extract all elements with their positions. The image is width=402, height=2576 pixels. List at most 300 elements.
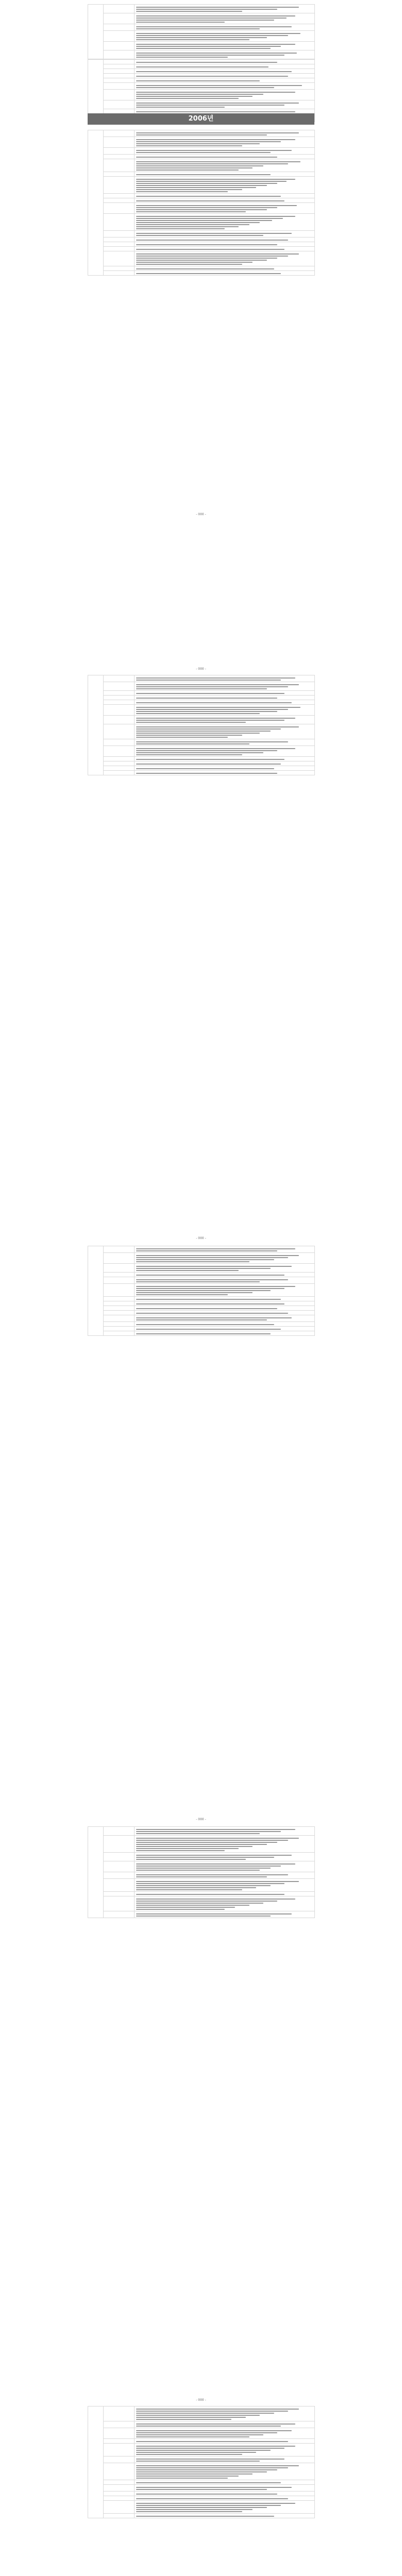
event-text-line (136, 2511, 313, 2512)
date-cell (104, 2406, 135, 2421)
event-cell (135, 74, 315, 78)
event-text-line (136, 713, 313, 714)
event-text-line (136, 2516, 313, 2517)
event-text-line (136, 2448, 313, 2449)
timeline-row (88, 675, 315, 682)
event-cell (135, 172, 315, 177)
event-text-line (136, 2469, 313, 2470)
timeline-row (88, 691, 315, 696)
event-cell (135, 1879, 315, 1892)
event-cell (135, 1836, 315, 1853)
timeline-row (88, 1273, 315, 1277)
date-cell (104, 194, 135, 198)
event-text-line (136, 2461, 313, 2462)
event-text-line (136, 11, 313, 12)
event-text-line (136, 262, 313, 263)
date-cell (104, 2428, 135, 2439)
event-text-line (136, 726, 313, 727)
timeline-row (88, 2485, 315, 2492)
event-cell (135, 2406, 315, 2421)
event-text-line (136, 702, 313, 703)
date-cell (104, 64, 135, 69)
date-cell (104, 1246, 135, 1253)
timeline-row (88, 2439, 315, 2444)
event-cell (135, 700, 315, 705)
date-cell (104, 242, 135, 247)
date-cell (104, 2421, 135, 2428)
event-text-line (136, 240, 313, 241)
event-cell (135, 696, 315, 700)
date-cell (104, 13, 135, 24)
event-cell (135, 2463, 315, 2480)
timeline-table (88, 130, 315, 276)
timeline-row (88, 148, 315, 155)
event-cell (135, 177, 315, 194)
timeline-row (88, 251, 315, 266)
event-text-line (136, 170, 313, 171)
event-cell (135, 50, 315, 59)
timeline-row (88, 1264, 315, 1273)
event-cell (135, 2485, 315, 2492)
event-text-line (136, 1279, 313, 1280)
timeline-row (88, 1246, 315, 1253)
event-text-line (136, 1333, 313, 1334)
event-cell (135, 757, 315, 761)
date-cell (104, 1327, 135, 1331)
event-text-line (136, 179, 313, 180)
year-cell (88, 2406, 104, 2518)
date-cell (104, 1277, 135, 1284)
event-text-line (136, 216, 313, 217)
timeline-row (88, 137, 315, 148)
date-cell (104, 148, 135, 155)
timeline-row (88, 2444, 315, 2456)
timeline-row (88, 1297, 315, 1301)
timeline-row (88, 50, 315, 59)
date-cell (104, 1836, 135, 1853)
event-cell (135, 2480, 315, 2485)
event-text-line (136, 2415, 313, 2416)
event-text-line (136, 1268, 313, 1269)
event-text-line (136, 44, 313, 45)
timeline-row (88, 1872, 315, 1879)
date-cell (104, 159, 135, 172)
year-cell (88, 5, 104, 59)
event-text-line (136, 1317, 313, 1318)
event-text-line (136, 2503, 313, 2504)
event-text-line (136, 2417, 313, 2418)
timeline-row (88, 64, 315, 69)
event-text-line (136, 1913, 313, 1914)
timeline-row (88, 739, 315, 746)
event-text-line (136, 1850, 313, 1851)
event-text-line (136, 26, 313, 27)
timeline-table (88, 675, 315, 775)
date-cell (104, 761, 135, 766)
date-cell (104, 198, 135, 203)
event-text-line (136, 1874, 313, 1875)
timeline-page (88, 4, 314, 122)
timeline-row (88, 266, 315, 271)
event-text-line (136, 1859, 313, 1860)
date-cell (104, 247, 135, 251)
event-text-line (136, 1329, 313, 1330)
event-text-line (136, 2498, 313, 2499)
event-text-line (136, 1848, 313, 1849)
timeline-row (88, 247, 315, 251)
date-cell (104, 2456, 135, 2463)
event-text-line (136, 249, 313, 250)
event-text-line (136, 1261, 313, 1262)
event-text-line (136, 1294, 313, 1295)
timeline-row (88, 203, 315, 214)
event-text-line (136, 66, 313, 67)
event-text-line (136, 209, 313, 210)
timeline-row (88, 682, 315, 691)
event-text-line (136, 94, 313, 95)
timeline-row (88, 696, 315, 700)
event-text-line (136, 163, 313, 164)
date-cell (104, 2439, 135, 2444)
event-text-line (136, 2489, 313, 2490)
event-cell (135, 148, 315, 155)
event-cell (135, 1896, 315, 1911)
event-cell (135, 682, 315, 691)
year-cell (88, 130, 104, 276)
date-cell (104, 238, 135, 242)
year-cell (88, 1827, 104, 1918)
event-text-line (136, 686, 313, 687)
event-text-line (136, 157, 313, 158)
date-cell (104, 90, 135, 100)
date-cell (104, 2496, 135, 2501)
date-cell (104, 203, 135, 214)
event-text-line (136, 1883, 313, 1884)
timeline-row (88, 2492, 315, 2496)
event-cell (135, 739, 315, 746)
date-cell (104, 716, 135, 724)
date-cell (104, 2514, 135, 2518)
date-cell (104, 2485, 135, 2492)
event-text-line (136, 2446, 313, 2447)
event-text-line (136, 1266, 313, 1267)
event-text-line (136, 165, 313, 166)
date-cell (104, 1331, 135, 1336)
event-cell (135, 242, 315, 247)
event-cell (135, 2456, 315, 2463)
event-text-line (136, 2494, 313, 2495)
event-cell (135, 1264, 315, 1273)
event-text-line (136, 759, 313, 760)
event-text-line (136, 2413, 313, 2414)
event-text-line (136, 220, 313, 221)
date-cell (104, 700, 135, 705)
event-cell (135, 705, 315, 716)
date-cell (104, 1264, 135, 1273)
event-text-line (136, 187, 313, 188)
event-cell (135, 1311, 315, 1315)
event-cell (135, 198, 315, 203)
date-cell (104, 675, 135, 682)
event-text-line (136, 253, 313, 255)
date-cell (104, 766, 135, 771)
date-cell (104, 100, 135, 109)
event-cell (135, 1861, 315, 1872)
date-cell (104, 271, 135, 276)
event-text-line (136, 35, 313, 36)
date-cell (104, 172, 135, 177)
event-cell (135, 1872, 315, 1879)
timeline-table (88, 2406, 315, 2518)
event-cell (135, 159, 315, 172)
timeline-row (88, 5, 315, 13)
event-text-line (136, 174, 313, 175)
date-cell (104, 251, 135, 266)
timeline-row (88, 1277, 315, 1284)
timeline-row (88, 757, 315, 761)
event-cell (135, 90, 315, 100)
event-text-line (136, 152, 313, 153)
event-text-line (136, 2426, 313, 2427)
event-cell (135, 271, 315, 276)
timeline-row (88, 69, 315, 74)
event-text-line (136, 684, 313, 685)
event-cell (135, 1306, 315, 1311)
event-text-line (136, 743, 313, 744)
event-text-line (136, 1290, 313, 1291)
timeline-row (88, 2463, 315, 2480)
event-text-line (136, 1909, 313, 1910)
date-cell (104, 266, 135, 271)
date-cell (104, 130, 135, 137)
event-cell (135, 231, 315, 238)
event-text-line (136, 2473, 313, 2475)
timeline-row (88, 2406, 315, 2421)
timeline-row (88, 724, 315, 739)
timeline-table (88, 59, 315, 122)
event-text-line (136, 1899, 313, 1900)
date-cell (104, 5, 135, 13)
event-text-line (136, 2424, 313, 2425)
date-cell (104, 1322, 135, 1327)
date-cell (104, 1284, 135, 1297)
event-text-line (136, 2436, 313, 2437)
date-cell (104, 1253, 135, 1264)
event-text-line (136, 754, 313, 755)
timeline-row (88, 1311, 315, 1315)
date-cell (104, 177, 135, 194)
event-text-line (136, 7, 313, 8)
event-text-line (136, 205, 313, 206)
event-text-line (136, 141, 313, 142)
event-cell (135, 766, 315, 771)
event-text-line (136, 105, 313, 106)
timeline-row (88, 238, 315, 242)
event-cell (135, 69, 315, 74)
year-banner (88, 113, 314, 125)
event-text-line (136, 103, 313, 104)
date-cell (104, 1879, 135, 1892)
timeline-row (88, 242, 315, 247)
date-cell (104, 24, 135, 31)
event-cell (135, 2421, 315, 2428)
event-text-line (136, 185, 313, 186)
event-text-line (136, 207, 313, 208)
date-cell (104, 2492, 135, 2496)
date-cell (104, 2480, 135, 2485)
date-cell (104, 1827, 135, 1836)
event-text-line (136, 211, 313, 212)
event-cell (135, 266, 315, 271)
event-cell (135, 1892, 315, 1896)
event-text-line (136, 1257, 313, 1258)
event-cell (135, 2501, 315, 2514)
timeline-row (88, 271, 315, 276)
event-text-line (136, 731, 313, 732)
event-cell (135, 1246, 315, 1253)
timeline-row (88, 231, 315, 238)
event-text-line (136, 1308, 313, 1309)
event-text-line (136, 2430, 313, 2431)
timeline-row (88, 172, 315, 177)
timeline-row (88, 716, 315, 724)
timeline-row (88, 155, 315, 159)
timeline-row (88, 705, 315, 716)
event-cell (135, 247, 315, 251)
event-text-line (136, 2459, 313, 2460)
event-cell (135, 675, 315, 682)
event-text-line (136, 750, 313, 751)
event-text-line (136, 18, 313, 19)
timeline-row (88, 1331, 315, 1336)
event-cell (135, 2492, 315, 2496)
timeline-row (88, 159, 315, 172)
event-text-line (136, 196, 313, 197)
date-cell (104, 1892, 135, 1896)
date-cell (104, 1297, 135, 1301)
timeline-row (88, 700, 315, 705)
date-cell (104, 1853, 135, 1861)
event-text-line (136, 2411, 313, 2412)
page-number: - 000 - (196, 2398, 206, 2402)
date-cell (104, 705, 135, 716)
event-text-line (136, 1870, 313, 1871)
event-text-line (136, 189, 313, 190)
event-text-line (136, 735, 313, 736)
date-cell (104, 1872, 135, 1879)
date-cell (104, 78, 135, 83)
event-text-line (136, 57, 313, 58)
date-cell (104, 696, 135, 700)
timeline-row (88, 1301, 315, 1306)
date-cell (104, 137, 135, 148)
event-text-line (136, 150, 313, 151)
event-text-line (136, 1894, 313, 1895)
date-cell (104, 155, 135, 159)
event-cell (135, 724, 315, 739)
event-cell (135, 60, 315, 64)
event-cell (135, 238, 315, 242)
event-cell (135, 251, 315, 266)
event-text-line (136, 273, 313, 274)
event-text-line (136, 2419, 313, 2420)
timeline-row (88, 1836, 315, 1853)
event-text-line (136, 1855, 313, 1856)
event-text-line (136, 1286, 313, 1287)
timeline-row (88, 130, 315, 137)
event-text-line (136, 1887, 313, 1888)
event-text-line (136, 87, 313, 88)
event-text-line (136, 96, 313, 97)
event-cell (135, 214, 315, 231)
timeline-row (88, 1861, 315, 1872)
page-number: - 000 - (196, 667, 206, 671)
date-cell (104, 42, 135, 50)
event-text-line (136, 773, 313, 774)
event-text-line (136, 107, 313, 108)
timeline-row (88, 2428, 315, 2439)
event-text-line (136, 1844, 313, 1845)
event-text-line (136, 1275, 313, 1276)
event-text-line (136, 728, 313, 730)
event-cell (135, 1853, 315, 1861)
timeline-row (88, 1327, 315, 1331)
event-cell (135, 130, 315, 137)
event-cell (135, 691, 315, 696)
event-text-line (136, 764, 313, 765)
event-text-line (136, 1303, 313, 1304)
event-text-line (136, 1281, 313, 1282)
date-cell (104, 1896, 135, 1911)
event-text-line (136, 1866, 313, 1867)
event-cell (135, 2444, 315, 2456)
event-cell (135, 83, 315, 90)
date-cell (104, 757, 135, 761)
page-number: - 000 - (196, 1236, 206, 1240)
timeline-row (88, 74, 315, 78)
event-text-line (136, 709, 313, 710)
event-cell (135, 24, 315, 31)
timeline-row (88, 83, 315, 90)
date-cell (104, 83, 135, 90)
timeline-row (88, 1879, 315, 1892)
year-banner-label: 2006년 (188, 115, 214, 123)
timeline-row (88, 2480, 315, 2485)
event-text-line (136, 22, 313, 23)
event-text-line (136, 722, 313, 723)
event-text-line (136, 143, 313, 144)
event-text-line (136, 33, 313, 34)
timeline-row (88, 2496, 315, 2501)
event-text-line (136, 85, 313, 86)
date-cell (104, 1311, 135, 1315)
event-text-line (136, 1319, 313, 1320)
event-text-line (136, 2471, 313, 2472)
event-text-line (136, 1846, 313, 1847)
timeline-row (88, 1306, 315, 1311)
event-cell (135, 194, 315, 198)
timeline-row (88, 2501, 315, 2514)
date-cell (104, 2444, 135, 2456)
event-cell (135, 78, 315, 83)
event-text-line (136, 258, 313, 259)
event-text-line (136, 2465, 313, 2466)
event-cell (135, 100, 315, 109)
event-text-line (136, 1270, 313, 1271)
timeline-row (88, 1253, 315, 1264)
event-text-line (136, 2509, 313, 2510)
event-text-line (136, 741, 313, 742)
